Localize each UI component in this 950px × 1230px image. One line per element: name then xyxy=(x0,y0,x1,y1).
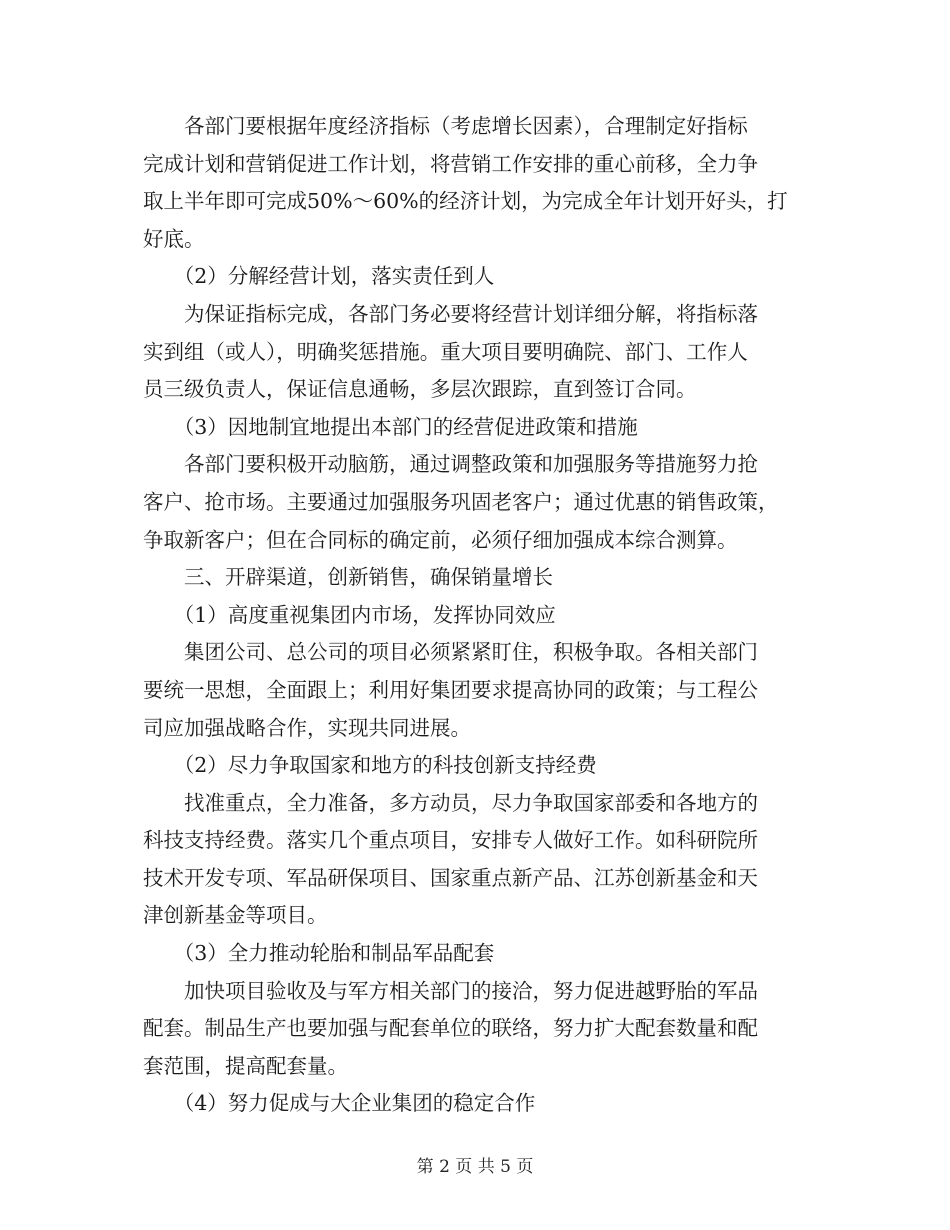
paragraph xyxy=(143,296,808,409)
text-line: 为保证指标完成，各部门务必要将经营计划详细分解，将指标落 xyxy=(143,301,758,326)
text-line: 要统一思想，全面跟上；利用好集团要求提高协同的政策；与工程公 xyxy=(143,677,758,702)
text-line: 各部门要积极开动脑筋，通过调整政策和加强服务等措施努力抢 xyxy=(143,452,758,477)
text-line: 科技支持经费。落实几个重点项目，安排专人做好工作。如科研院所 xyxy=(143,828,758,853)
text-line: 各部门要根据年度经济指标（考虑增长因素），合理制定好指标 xyxy=(143,114,748,138)
paragraph xyxy=(143,785,808,935)
paragraph xyxy=(143,747,808,785)
paragraph xyxy=(143,1085,808,1123)
text-line: （2）尽力争取国家和地方的科技创新支持经费 xyxy=(143,753,597,778)
text-line: （3）因地制宜地提出本部门的经营促进政策和措施 xyxy=(143,414,638,439)
paragraph xyxy=(143,597,808,635)
text-line: 津创新基金等项目。 xyxy=(143,903,328,928)
paragraph xyxy=(143,446,808,559)
text-line: （4）努力促成与大企业集团的稳定合作 xyxy=(143,1091,536,1116)
text-line: 员三级负责人，保证信息通畅，多层次跟踪，直到签订合同。 xyxy=(143,377,697,402)
text-line: 司应加强战略合作，实现共同进展。 xyxy=(143,715,471,740)
text-line: 加快项目验收及与军方相关部门的接洽，努力促进越野胎的军品 xyxy=(143,978,758,1003)
paragraph xyxy=(143,973,808,1086)
text-line: 找准重点，全力准备，多方动员，尽力争取国家部委和各地方的 xyxy=(143,790,758,815)
paragraph xyxy=(143,258,808,296)
paragraph xyxy=(143,935,808,973)
text-line: （1）高度重视集团内市场，发挥协同效应 xyxy=(143,602,556,627)
text-line: 套范围，提高配套量。 xyxy=(143,1053,348,1078)
text-line: 配套。制品生产也要加强与配套单位的联络，努力扩大配套数量和配 xyxy=(143,1016,758,1041)
text-line: 集团公司、总公司的项目必须紧紧盯住，积极争取。各相关部门 xyxy=(143,640,758,665)
text-line: 争取新客户；但在合同标的确定前，必须仔细加强成本综合测算。 xyxy=(143,527,738,552)
paragraph xyxy=(143,108,808,258)
paragraph xyxy=(143,634,808,747)
text-line: 完成计划和营销促进工作计划，将营销工作安排的重心前移，全力争 xyxy=(143,151,758,176)
text-line: 实到组（或人），明确奖惩措施。重大项目要明确院、部门、工作人 xyxy=(143,339,748,364)
text-line: （2）分解经营计划，落实责任到人 xyxy=(143,264,495,289)
text-line: 好底。 xyxy=(143,226,205,251)
text-line: 取上半年即可完成50%～60%的经济计划，为完成全年计划开好头，打 xyxy=(143,189,788,214)
text-line: 客户、抢市场。主要通过加强服务巩固老客户；通过优惠的销售政策， xyxy=(143,489,779,514)
paragraph xyxy=(143,559,808,597)
document-body xyxy=(143,108,808,1123)
paragraph xyxy=(143,409,808,447)
text-line: 技术开发专项、军品研保项目、国家重点新产品、江苏创新基金和天 xyxy=(143,865,758,890)
text-line: 三、开辟渠道，创新销售，确保销量增长 xyxy=(143,565,553,590)
text-line: （3）全力推动轮胎和制品军品配套 xyxy=(143,941,495,966)
page-footer: 第 2 页 共 5 页 xyxy=(416,1157,534,1177)
